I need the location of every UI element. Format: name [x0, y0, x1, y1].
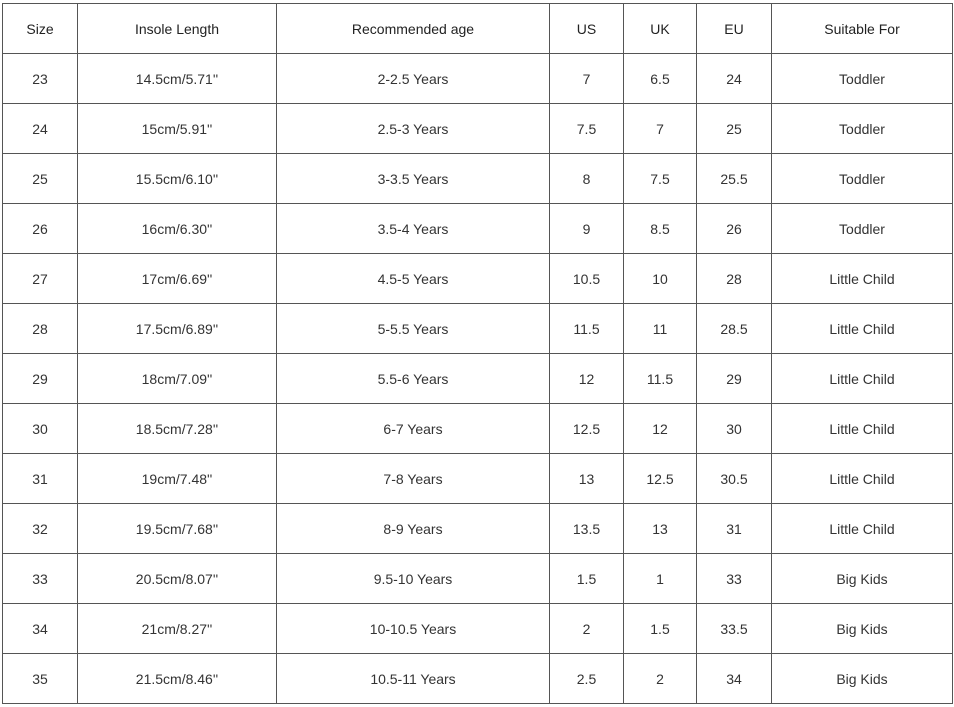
header-uk: UK — [624, 4, 697, 54]
cell-uk: 6.5 — [624, 54, 697, 104]
header-insole-length: Insole Length — [78, 4, 277, 54]
header-size: Size — [3, 4, 78, 54]
cell-recommended-age: 5-5.5 Years — [277, 304, 550, 354]
cell-us: 12.5 — [550, 404, 624, 454]
cell-eu: 33.5 — [697, 604, 772, 654]
cell-recommended-age: 2.5-3 Years — [277, 104, 550, 154]
cell-eu: 33 — [697, 554, 772, 604]
cell-size: 31 — [3, 454, 78, 504]
cell-uk: 1 — [624, 554, 697, 604]
cell-insole-length: 18.5cm/7.28'' — [78, 404, 277, 454]
table-row — [3, 254, 953, 304]
cell-eu: 28 — [697, 254, 772, 304]
cell-suitable-for: Little Child — [772, 454, 953, 504]
cell-uk: 12 — [624, 404, 697, 454]
cell-uk: 11 — [624, 304, 697, 354]
cell-suitable-for: Toddler — [772, 54, 953, 104]
cell-insole-length: 17.5cm/6.89'' — [78, 304, 277, 354]
cell-uk: 1.5 — [624, 604, 697, 654]
cell-recommended-age: 8-9 Years — [277, 504, 550, 554]
cell-us: 8 — [550, 154, 624, 204]
cell-eu: 34 — [697, 654, 772, 704]
cell-suitable-for: Little Child — [772, 504, 953, 554]
table-header — [3, 4, 953, 54]
table-row — [3, 504, 953, 554]
cell-insole-length: 15.5cm/6.10'' — [78, 154, 277, 204]
cell-insole-length: 15cm/5.91'' — [78, 104, 277, 154]
cell-size: 29 — [3, 354, 78, 404]
cell-us: 10.5 — [550, 254, 624, 304]
cell-recommended-age: 9.5-10 Years — [277, 554, 550, 604]
cell-suitable-for: Toddler — [772, 204, 953, 254]
cell-insole-length: 19cm/7.48'' — [78, 454, 277, 504]
cell-us: 12 — [550, 354, 624, 404]
cell-size: 23 — [3, 54, 78, 104]
cell-us: 9 — [550, 204, 624, 254]
cell-eu: 31 — [697, 504, 772, 554]
table-row — [3, 404, 953, 454]
cell-us: 7.5 — [550, 104, 624, 154]
cell-uk: 12.5 — [624, 454, 697, 504]
size-chart-table — [2, 3, 953, 704]
cell-insole-length: 19.5cm/7.68'' — [78, 504, 277, 554]
cell-uk: 10 — [624, 254, 697, 304]
cell-us: 13.5 — [550, 504, 624, 554]
cell-suitable-for: Big Kids — [772, 654, 953, 704]
cell-eu: 26 — [697, 204, 772, 254]
header-eu: EU — [697, 4, 772, 54]
cell-suitable-for: Little Child — [772, 404, 953, 454]
cell-size: 26 — [3, 204, 78, 254]
cell-suitable-for: Little Child — [772, 304, 953, 354]
cell-us: 2 — [550, 604, 624, 654]
table-row — [3, 54, 953, 104]
cell-size: 25 — [3, 154, 78, 204]
cell-eu: 25.5 — [697, 154, 772, 204]
cell-eu: 30.5 — [697, 454, 772, 504]
cell-size: 35 — [3, 654, 78, 704]
size-chart-container — [2, 3, 953, 704]
table-row — [3, 654, 953, 704]
cell-size: 28 — [3, 304, 78, 354]
cell-uk: 7.5 — [624, 154, 697, 204]
cell-recommended-age: 6-7 Years — [277, 404, 550, 454]
cell-us: 1.5 — [550, 554, 624, 604]
cell-uk: 8.5 — [624, 204, 697, 254]
table-row — [3, 604, 953, 654]
cell-insole-length: 16cm/6.30'' — [78, 204, 277, 254]
cell-uk: 11.5 — [624, 354, 697, 404]
header-row — [3, 4, 953, 54]
table-row — [3, 454, 953, 504]
cell-recommended-age: 10-10.5 Years — [277, 604, 550, 654]
cell-size: 34 — [3, 604, 78, 654]
cell-suitable-for: Big Kids — [772, 554, 953, 604]
cell-insole-length: 14.5cm/5.71'' — [78, 54, 277, 104]
cell-us: 2.5 — [550, 654, 624, 704]
cell-us: 7 — [550, 54, 624, 104]
cell-eu: 25 — [697, 104, 772, 154]
table-row — [3, 204, 953, 254]
cell-recommended-age: 7-8 Years — [277, 454, 550, 504]
cell-suitable-for: Little Child — [772, 254, 953, 304]
cell-uk: 13 — [624, 504, 697, 554]
cell-insole-length: 21cm/8.27'' — [78, 604, 277, 654]
cell-uk: 2 — [624, 654, 697, 704]
cell-eu: 24 — [697, 54, 772, 104]
table-row — [3, 154, 953, 204]
cell-insole-length: 18cm/7.09'' — [78, 354, 277, 404]
cell-insole-length: 21.5cm/8.46'' — [78, 654, 277, 704]
cell-suitable-for: Big Kids — [772, 604, 953, 654]
cell-size: 30 — [3, 404, 78, 454]
table-row — [3, 304, 953, 354]
cell-recommended-age: 4.5-5 Years — [277, 254, 550, 304]
cell-suitable-for: Little Child — [772, 354, 953, 404]
cell-eu: 28.5 — [697, 304, 772, 354]
header-recommended-age: Recommended age — [277, 4, 550, 54]
cell-eu: 29 — [697, 354, 772, 404]
cell-size: 33 — [3, 554, 78, 604]
table-row — [3, 354, 953, 404]
cell-us: 13 — [550, 454, 624, 504]
cell-us: 11.5 — [550, 304, 624, 354]
cell-insole-length: 17cm/6.69'' — [78, 254, 277, 304]
cell-recommended-age: 2-2.5 Years — [277, 54, 550, 104]
cell-suitable-for: Toddler — [772, 104, 953, 154]
cell-recommended-age: 5.5-6 Years — [277, 354, 550, 404]
cell-eu: 30 — [697, 404, 772, 454]
cell-recommended-age: 10.5-11 Years — [277, 654, 550, 704]
cell-size: 27 — [3, 254, 78, 304]
cell-suitable-for: Toddler — [772, 154, 953, 204]
cell-size: 24 — [3, 104, 78, 154]
header-suitable-for: Suitable For — [772, 4, 953, 54]
cell-size: 32 — [3, 504, 78, 554]
cell-recommended-age: 3.5-4 Years — [277, 204, 550, 254]
table-row — [3, 104, 953, 154]
cell-recommended-age: 3-3.5 Years — [277, 154, 550, 204]
header-us: US — [550, 4, 624, 54]
table-body — [3, 54, 953, 704]
table-row — [3, 554, 953, 604]
cell-insole-length: 20.5cm/8.07'' — [78, 554, 277, 604]
cell-uk: 7 — [624, 104, 697, 154]
